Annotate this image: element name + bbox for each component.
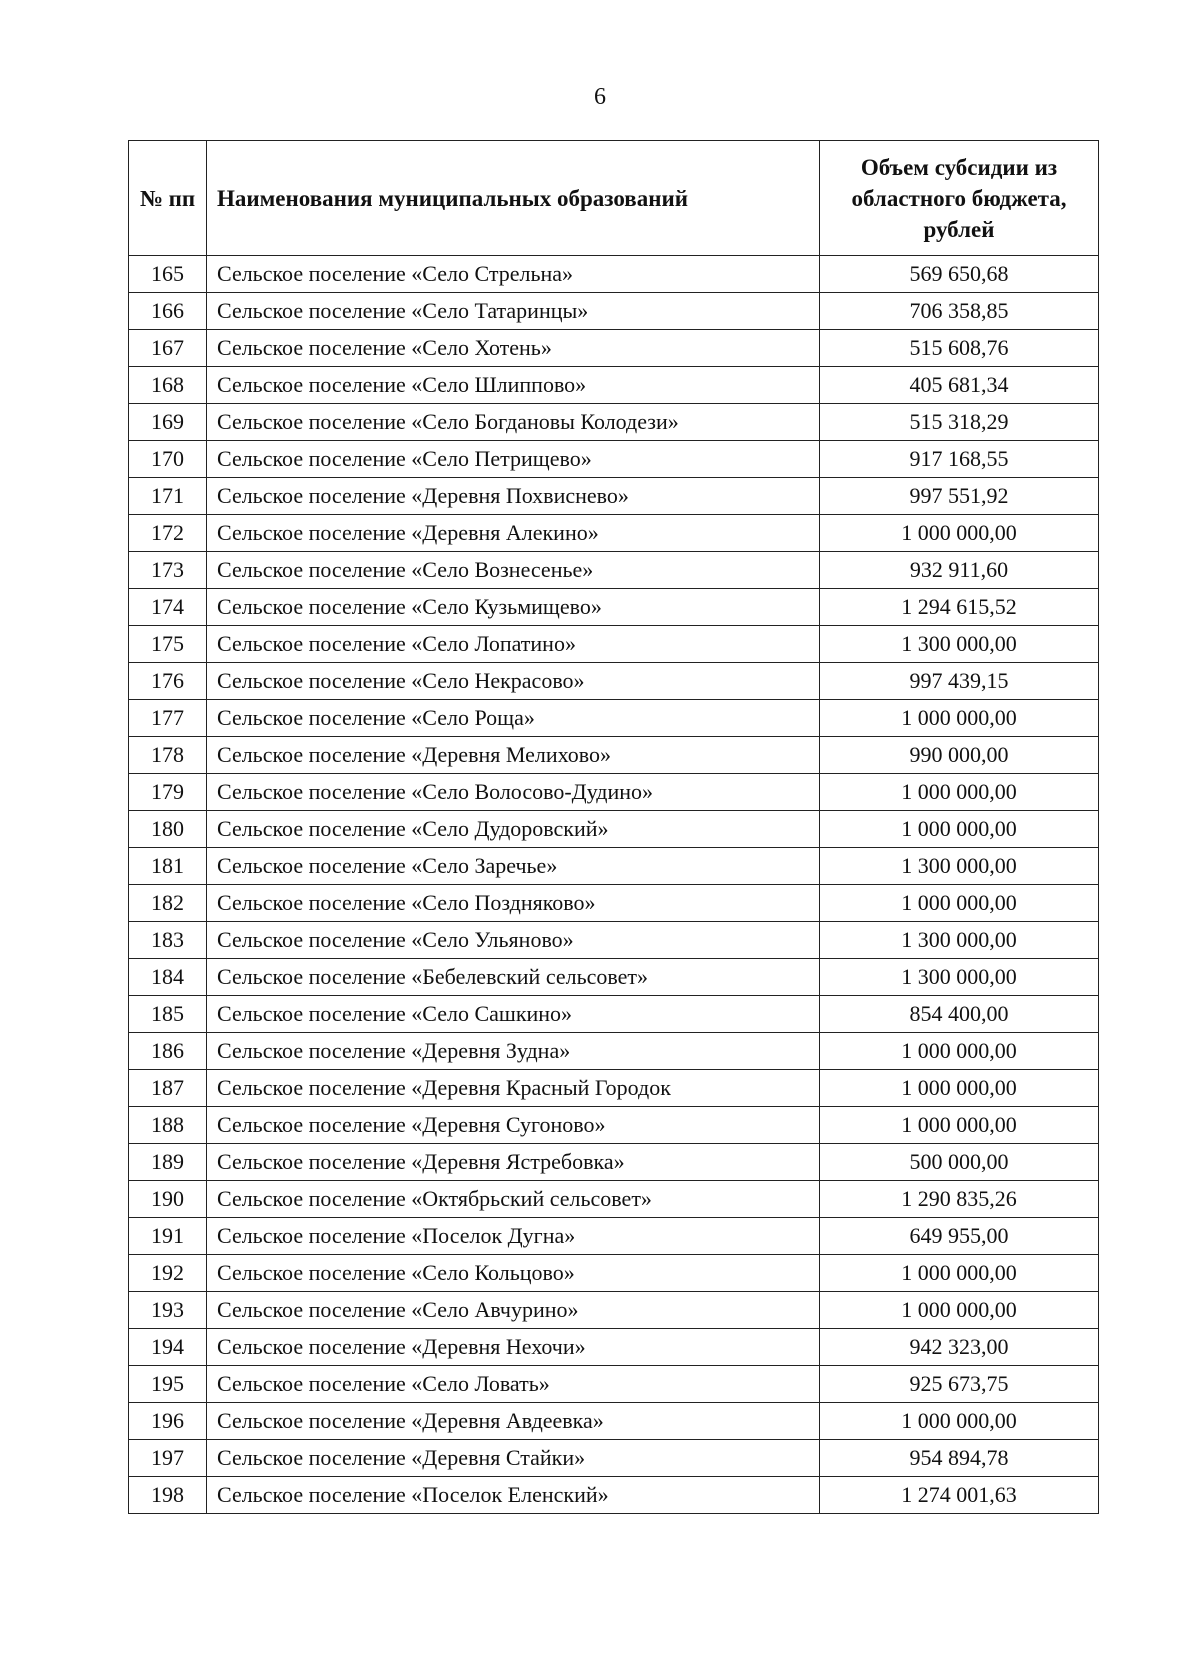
- row-municipality-name-cell: Сельское поселение «Деревня Нехочи»: [207, 1329, 820, 1366]
- row-subsidy-amount-cell: 1 000 000,00: [820, 1070, 1099, 1107]
- table-row: [129, 1070, 1099, 1107]
- row-subsidy-amount-cell: 515 318,29: [820, 404, 1099, 441]
- row-subsidy-amount-cell: 1 000 000,00: [820, 1033, 1099, 1070]
- table-row: [129, 1440, 1099, 1477]
- table-row: [129, 626, 1099, 663]
- row-number-cell: 179: [129, 774, 207, 811]
- table-row: [129, 589, 1099, 626]
- row-municipality-name-cell: Сельское поселение «Село Авчурино»: [207, 1292, 820, 1329]
- row-subsidy-amount-cell: 405 681,34: [820, 367, 1099, 404]
- row-number-cell: 189: [129, 1144, 207, 1181]
- row-subsidy-amount-cell: 515 608,76: [820, 330, 1099, 367]
- row-municipality-name-cell: Сельское поселение «Село Петрищево»: [207, 441, 820, 478]
- row-subsidy-amount-cell: 1 000 000,00: [820, 1255, 1099, 1292]
- row-number-cell: 171: [129, 478, 207, 515]
- row-municipality-name-cell: Сельское поселение «Село Дудоровский»: [207, 811, 820, 848]
- row-subsidy-amount-cell: 954 894,78: [820, 1440, 1099, 1477]
- row-municipality-name-cell: Сельское поселение «Село Хотень»: [207, 330, 820, 367]
- row-subsidy-amount-cell: 925 673,75: [820, 1366, 1099, 1403]
- table-row: [129, 1329, 1099, 1366]
- row-municipality-name-cell: Сельское поселение «Поселок Еленский»: [207, 1477, 820, 1514]
- table-row: [129, 1218, 1099, 1255]
- row-subsidy-amount-cell: 569 650,68: [820, 256, 1099, 293]
- header-municipality-name: Наименования муниципальных образований: [207, 141, 820, 256]
- row-number-cell: 176: [129, 663, 207, 700]
- row-subsidy-amount-cell: 932 911,60: [820, 552, 1099, 589]
- row-number-cell: 169: [129, 404, 207, 441]
- row-subsidy-amount-cell: 1 274 001,63: [820, 1477, 1099, 1514]
- table-row: [129, 922, 1099, 959]
- row-municipality-name-cell: Сельское поселение «Село Кольцово»: [207, 1255, 820, 1292]
- row-subsidy-amount-cell: 1 300 000,00: [820, 959, 1099, 996]
- row-number-cell: 187: [129, 1070, 207, 1107]
- row-number-cell: 172: [129, 515, 207, 552]
- table-row: [129, 1181, 1099, 1218]
- table-row: [129, 515, 1099, 552]
- row-number-cell: 168: [129, 367, 207, 404]
- table-row: [129, 1477, 1099, 1514]
- row-number-cell: 188: [129, 1107, 207, 1144]
- header-number: № пп: [129, 141, 207, 256]
- row-subsidy-amount-cell: 1 000 000,00: [820, 1403, 1099, 1440]
- row-number-cell: 191: [129, 1218, 207, 1255]
- row-number-cell: 178: [129, 737, 207, 774]
- row-subsidy-amount-cell: 706 358,85: [820, 293, 1099, 330]
- row-municipality-name-cell: Сельское поселение «Село Вознесенье»: [207, 552, 820, 589]
- row-municipality-name-cell: Сельское поселение «Деревня Авдеевка»: [207, 1403, 820, 1440]
- table-row: [129, 1292, 1099, 1329]
- row-municipality-name-cell: Сельское поселение «Деревня Алекино»: [207, 515, 820, 552]
- row-municipality-name-cell: Сельское поселение «Село Волосово-Дудино»: [207, 774, 820, 811]
- row-number-cell: 177: [129, 700, 207, 737]
- row-number-cell: 196: [129, 1403, 207, 1440]
- row-municipality-name-cell: Сельское поселение «Село Роща»: [207, 700, 820, 737]
- table-row: [129, 774, 1099, 811]
- table-row: [129, 959, 1099, 996]
- row-municipality-name-cell: Сельское поселение «Деревня Сугоново»: [207, 1107, 820, 1144]
- row-subsidy-amount-cell: 1 000 000,00: [820, 1107, 1099, 1144]
- row-number-cell: 183: [129, 922, 207, 959]
- row-subsidy-amount-cell: 1 000 000,00: [820, 811, 1099, 848]
- row-municipality-name-cell: Сельское поселение «Деревня Красный Городок: [207, 1070, 820, 1107]
- row-subsidy-amount-cell: 917 168,55: [820, 441, 1099, 478]
- row-subsidy-amount-cell: 1 000 000,00: [820, 1292, 1099, 1329]
- row-subsidy-amount-cell: 997 551,92: [820, 478, 1099, 515]
- row-number-cell: 174: [129, 589, 207, 626]
- table-row: [129, 552, 1099, 589]
- row-subsidy-amount-cell: 1 300 000,00: [820, 848, 1099, 885]
- row-subsidy-amount-cell: 1 290 835,26: [820, 1181, 1099, 1218]
- row-number-cell: 175: [129, 626, 207, 663]
- row-municipality-name-cell: Сельское поселение «Село Шлиппово»: [207, 367, 820, 404]
- header-subsidy-amount: Объем субсидии из областного бюджета, рублей: [820, 141, 1099, 256]
- row-municipality-name-cell: Сельское поселение «Село Поздняково»: [207, 885, 820, 922]
- row-municipality-name-cell: Сельское поселение «Бебелевский сельсовет»: [207, 959, 820, 996]
- row-number-cell: 192: [129, 1255, 207, 1292]
- row-municipality-name-cell: Сельское поселение «Село Ловать»: [207, 1366, 820, 1403]
- row-subsidy-amount-cell: 1 294 615,52: [820, 589, 1099, 626]
- table-row: [129, 700, 1099, 737]
- row-municipality-name-cell: Сельское поселение «Деревня Стайки»: [207, 1440, 820, 1477]
- row-subsidy-amount-cell: 1 000 000,00: [820, 700, 1099, 737]
- row-subsidy-amount-cell: 1 300 000,00: [820, 922, 1099, 959]
- page-number: 6: [594, 84, 606, 110]
- row-number-cell: 166: [129, 293, 207, 330]
- table-row: [129, 478, 1099, 515]
- table-row: [129, 293, 1099, 330]
- row-number-cell: 184: [129, 959, 207, 996]
- row-number-cell: 170: [129, 441, 207, 478]
- table-row: [129, 737, 1099, 774]
- table-row: [129, 1366, 1099, 1403]
- row-municipality-name-cell: Сельское поселение «Село Ульяново»: [207, 922, 820, 959]
- row-number-cell: 182: [129, 885, 207, 922]
- row-municipality-name-cell: Сельское поселение «Село Лопатино»: [207, 626, 820, 663]
- table-row: [129, 367, 1099, 404]
- table-row: [129, 848, 1099, 885]
- row-subsidy-amount-cell: 1 000 000,00: [820, 774, 1099, 811]
- row-number-cell: 198: [129, 1477, 207, 1514]
- row-number-cell: 193: [129, 1292, 207, 1329]
- table-row: [129, 811, 1099, 848]
- row-municipality-name-cell: Сельское поселение «Село Кузьмищево»: [207, 589, 820, 626]
- row-municipality-name-cell: Сельское поселение «Деревня Похвиснево»: [207, 478, 820, 515]
- row-municipality-name-cell: Сельское поселение «Село Стрельна»: [207, 256, 820, 293]
- row-subsidy-amount-cell: 649 955,00: [820, 1218, 1099, 1255]
- row-number-cell: 181: [129, 848, 207, 885]
- table-row: [129, 1033, 1099, 1070]
- table-row: [129, 1144, 1099, 1181]
- row-number-cell: 180: [129, 811, 207, 848]
- table-body: [129, 256, 1099, 1514]
- row-municipality-name-cell: Сельское поселение «Село Татаринцы»: [207, 293, 820, 330]
- row-subsidy-amount-cell: 1 300 000,00: [820, 626, 1099, 663]
- table-row: [129, 996, 1099, 1033]
- subsidy-table: [128, 140, 1099, 1514]
- table-row: [129, 663, 1099, 700]
- table-row: [129, 1403, 1099, 1440]
- row-municipality-name-cell: Сельское поселение «Деревня Зудна»: [207, 1033, 820, 1070]
- table-row: [129, 1255, 1099, 1292]
- row-subsidy-amount-cell: 1 000 000,00: [820, 885, 1099, 922]
- table-row: [129, 441, 1099, 478]
- row-municipality-name-cell: Сельское поселение «Село Некрасово»: [207, 663, 820, 700]
- row-number-cell: 195: [129, 1366, 207, 1403]
- table-row: [129, 404, 1099, 441]
- row-subsidy-amount-cell: 500 000,00: [820, 1144, 1099, 1181]
- row-municipality-name-cell: Сельское поселение «Село Заречье»: [207, 848, 820, 885]
- row-subsidy-amount-cell: 942 323,00: [820, 1329, 1099, 1366]
- row-municipality-name-cell: Сельское поселение «Октябрьский сельсовет»: [207, 1181, 820, 1218]
- table-header-row: [129, 141, 1099, 256]
- row-subsidy-amount-cell: 1 000 000,00: [820, 515, 1099, 552]
- row-municipality-name-cell: Сельское поселение «Поселок Дугна»: [207, 1218, 820, 1255]
- row-number-cell: 194: [129, 1329, 207, 1366]
- row-subsidy-amount-cell: 854 400,00: [820, 996, 1099, 1033]
- table-row: [129, 1107, 1099, 1144]
- row-number-cell: 197: [129, 1440, 207, 1477]
- row-number-cell: 186: [129, 1033, 207, 1070]
- row-number-cell: 190: [129, 1181, 207, 1218]
- table-row: [129, 330, 1099, 367]
- row-number-cell: 173: [129, 552, 207, 589]
- row-municipality-name-cell: Сельское поселение «Село Богдановы Колодези»: [207, 404, 820, 441]
- row-municipality-name-cell: Сельское поселение «Село Сашкино»: [207, 996, 820, 1033]
- row-subsidy-amount-cell: 990 000,00: [820, 737, 1099, 774]
- row-subsidy-amount-cell: 997 439,15: [820, 663, 1099, 700]
- table-row: [129, 885, 1099, 922]
- row-municipality-name-cell: Сельское поселение «Деревня Мелихово»: [207, 737, 820, 774]
- table-row: [129, 256, 1099, 293]
- row-number-cell: 185: [129, 996, 207, 1033]
- row-number-cell: 167: [129, 330, 207, 367]
- row-municipality-name-cell: Сельское поселение «Деревня Ястребовка»: [207, 1144, 820, 1181]
- row-number-cell: 165: [129, 256, 207, 293]
